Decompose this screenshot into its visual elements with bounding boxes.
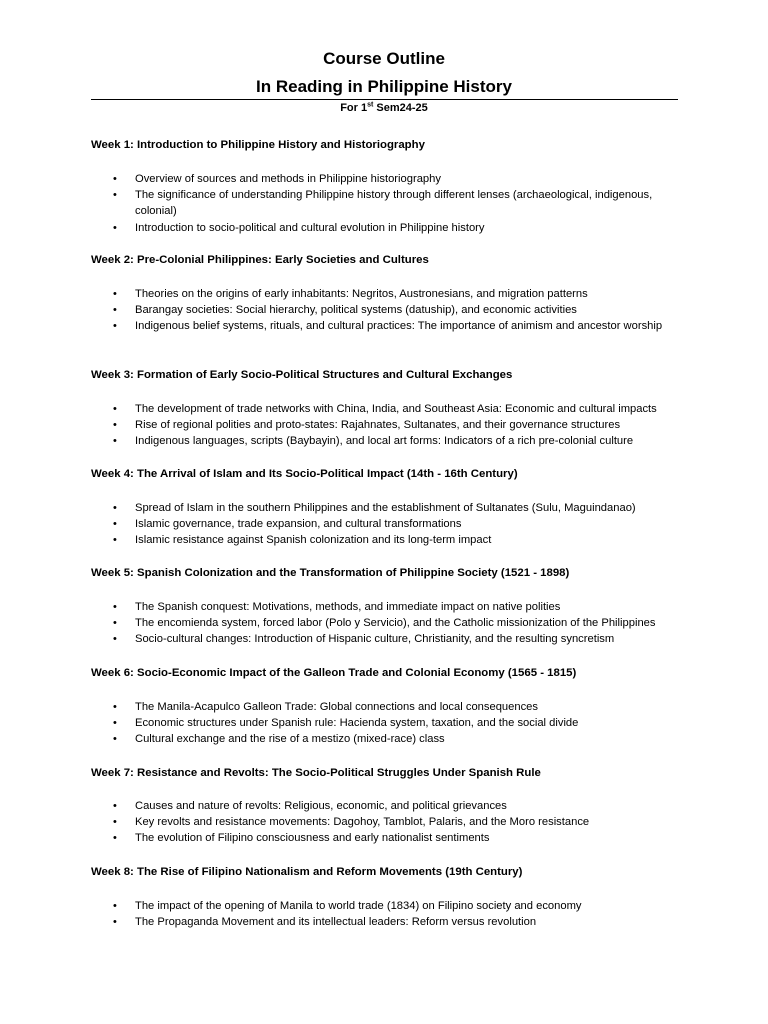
topic-item [91, 914, 681, 930]
topic-item [91, 318, 681, 334]
bullet-icon: • [113, 173, 117, 185]
topic-item [91, 302, 681, 318]
week-topic-list [91, 699, 681, 748]
bullet-icon: • [113, 320, 117, 333]
semester-suffix: Sem24-25 [373, 102, 428, 114]
topic-text: The Spanish conquest: Motivations, methods, and immediate impact on native polities [135, 601, 561, 613]
topic-text: The development of trade networks with China, India, and Southeast Asia: Economic and cultural impacts [135, 403, 657, 415]
bullet-icon: • [113, 534, 117, 547]
topic-item [91, 516, 681, 532]
topic-item [91, 433, 681, 449]
week-heading: Week 3: Formation of Early Socio-Political Structures and Cultural Exchanges [91, 369, 513, 381]
week-topic-list [91, 286, 681, 335]
semester-line [0, 101, 768, 115]
topic-item [91, 699, 681, 715]
week-topic-list [91, 500, 681, 549]
topic-text: Indigenous languages, scripts (Baybayin), and local art forms: Indicators of a rich pre-colonial culture [135, 435, 634, 448]
topic-text: Theories on the origins of early inhabitants: Negritos, Austronesians, and migration patterns [135, 288, 588, 300]
topic-text: The significance of understanding Philippine history through different lenses (archaeological, indigenous, colonial) [135, 189, 653, 218]
week-topic-list [91, 898, 681, 930]
bullet-icon: • [113, 832, 117, 845]
bullet-icon: • [113, 633, 117, 646]
topic-text: Causes and nature of revolts: Religious, economic, and political grievances [135, 800, 507, 812]
topic-text: Introduction to socio-political and cultural evolution in Philippine history [135, 221, 485, 234]
semester-superscript: st [367, 101, 374, 109]
topic-text: Indigenous belief systems, rituals, and cultural practices: The importance of animism and ancestor worship [135, 320, 663, 333]
topic-item [91, 830, 681, 846]
topic-text: The encomienda system, forced labor (Polo y Servicio), and the Catholic missionization of the Philippines [135, 617, 656, 630]
topic-item [91, 417, 681, 433]
bullet-icon: • [113, 916, 117, 929]
topic-item [91, 599, 681, 615]
week-heading: Week 5: Spanish Colonization and the Transformation of Philippine Society (1521 - 1898) [91, 567, 570, 579]
bullet-icon: • [113, 502, 117, 514]
bullet-icon: • [113, 288, 117, 300]
week-heading: Week 8: The Rise of Filipino Nationalism and Reform Movements (19th Century) [91, 866, 523, 878]
topic-text: The Manila-Acapulco Galleon Trade: Global connections and local consequences [135, 701, 538, 713]
topic-text: Islamic governance, trade expansion, and cultural transformations [135, 518, 462, 531]
topic-item [91, 898, 681, 914]
week-heading: Week 4: The Arrival of Islam and Its Socio-Political Impact (14th - 16th Century) [91, 468, 518, 480]
bullet-icon: • [113, 733, 117, 746]
bullet-icon: • [113, 189, 117, 202]
bullet-icon: • [113, 617, 117, 630]
topic-item [91, 286, 681, 302]
bullet-icon: • [113, 403, 117, 415]
bullet-icon: • [113, 304, 117, 317]
bullet-icon: • [113, 816, 117, 829]
topic-text: The Propaganda Movement and its intellectual leaders: Reform versus revolution [135, 916, 537, 929]
topic-text: Socio-cultural changes: Introduction of Hispanic culture, Christianity, and the resulting syncretism [135, 633, 615, 646]
topic-text: Cultural exchange and the rise of a mestizo (mixed-race) class [135, 733, 445, 746]
topic-item [91, 220, 681, 236]
topic-item [91, 500, 681, 516]
bullet-icon: • [113, 601, 117, 613]
topic-text: Rise of regional polities and proto-states: Rajahnates, Sultanates, and their governance structures [135, 419, 621, 432]
topic-text: Economic structures under Spanish rule: Hacienda system, taxation, and the social divide [135, 717, 579, 730]
topic-text: The impact of the opening of Manila to world trade (1834) on Filipino society and economy [135, 900, 582, 912]
topic-text: Overview of sources and methods in Philippine historiography [135, 173, 441, 185]
bullet-icon: • [113, 221, 117, 234]
topic-item [91, 814, 681, 830]
bullet-icon: • [113, 419, 117, 432]
week-topic-list [91, 798, 681, 847]
topic-item [91, 615, 681, 631]
topic-text: Barangay societies: Social hierarchy, political systems (datuship), and economic activities [135, 304, 577, 317]
bullet-icon: • [113, 435, 117, 448]
bullet-icon: • [113, 717, 117, 730]
topic-item [91, 401, 681, 417]
week-topic-list [91, 599, 681, 648]
week-topic-list [91, 171, 681, 236]
bullet-icon: • [113, 701, 117, 713]
topic-item [91, 171, 681, 187]
bullet-icon: • [113, 800, 117, 812]
topic-item [91, 798, 681, 814]
topic-text: Spread of Islam in the southern Philippines and the establishment of Sultanates (Sulu, Maguindanao) [135, 502, 636, 514]
document-title: Course Outline [323, 49, 445, 68]
topic-text: Key revolts and resistance movements: Dagohoy, Tamblot, Palaris, and the Moro resistance [135, 816, 590, 829]
week-heading: Week 6: Socio-Economic Impact of the Galleon Trade and Colonial Economy (1565 - 1815) [91, 667, 577, 679]
week-heading: Week 7: Resistance and Revolts: The Socio-Political Struggles Under Spanish Rule [91, 767, 541, 779]
bullet-icon: • [113, 518, 117, 531]
semester-prefix: For 1 [340, 102, 368, 114]
week-topic-list [91, 401, 681, 450]
topic-item [91, 631, 681, 647]
topic-item [91, 731, 681, 747]
topic-item [91, 715, 681, 731]
title-divider [91, 99, 678, 100]
topic-item [91, 532, 681, 548]
topic-text: The evolution of Filipino consciousness and early nationalist sentiments [135, 832, 490, 845]
bullet-icon: • [113, 900, 117, 912]
document-subtitle: In Reading in Philippine History [256, 77, 512, 96]
topic-text: Islamic resistance against Spanish colonization and its long-term impact [135, 534, 492, 547]
topic-item [91, 187, 681, 219]
week-heading: Week 2: Pre-Colonial Philippines: Early Societies and Cultures [91, 254, 429, 266]
week-heading: Week 1: Introduction to Philippine History and Historiography [91, 139, 425, 151]
